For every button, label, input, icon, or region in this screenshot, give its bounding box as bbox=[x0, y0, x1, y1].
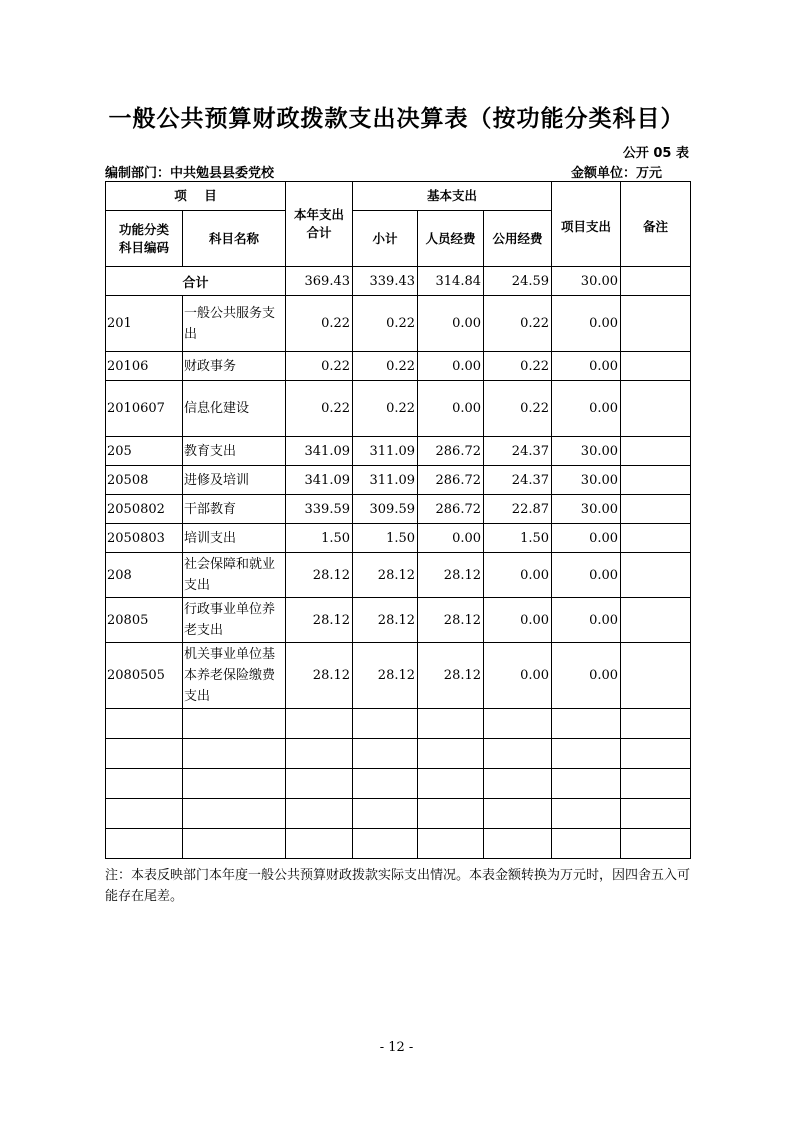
subtotal-cell: 0.22 bbox=[353, 352, 418, 381]
table-row bbox=[106, 598, 691, 643]
remarks-cell bbox=[621, 709, 691, 739]
func-code-cell: 2050802 bbox=[106, 495, 183, 524]
project-cell: 0.00 bbox=[552, 553, 621, 598]
remarks-cell bbox=[621, 829, 691, 859]
table-row bbox=[106, 466, 691, 495]
total-personnel: 314.84 bbox=[418, 267, 484, 296]
public-cell: 0.22 bbox=[484, 352, 552, 381]
public-cell bbox=[484, 709, 552, 739]
subject-name-cell: 行政事业单位养老支出 bbox=[183, 598, 286, 643]
func-code-cell bbox=[106, 739, 183, 769]
table-row bbox=[106, 352, 691, 381]
current-year-cell bbox=[286, 769, 353, 799]
personnel-cell bbox=[418, 829, 484, 859]
subtotal-cell bbox=[353, 769, 418, 799]
personnel-cell bbox=[418, 709, 484, 739]
remarks-cell bbox=[621, 739, 691, 769]
empty-row bbox=[106, 739, 691, 769]
header-row-1 bbox=[106, 182, 691, 211]
current-year-cell: 28.12 bbox=[286, 643, 353, 709]
current-year-cell bbox=[286, 709, 353, 739]
subject-name-cell: 社会保障和就业支出 bbox=[183, 553, 286, 598]
remarks-cell bbox=[621, 296, 691, 352]
public-cell bbox=[484, 829, 552, 859]
current-year-cell: 339.59 bbox=[286, 495, 353, 524]
header-remarks: 备注 bbox=[621, 182, 691, 267]
func-code-cell: 2010607 bbox=[106, 381, 183, 437]
current-year-cell: 28.12 bbox=[286, 598, 353, 643]
header-subtotal: 小计 bbox=[353, 211, 418, 267]
func-code-cell: 208 bbox=[106, 553, 183, 598]
table-row bbox=[106, 381, 691, 437]
public-cell bbox=[484, 739, 552, 769]
project-cell: 0.00 bbox=[552, 598, 621, 643]
project-cell: 0.00 bbox=[552, 352, 621, 381]
public-cell: 22.87 bbox=[484, 495, 552, 524]
remarks-cell bbox=[621, 437, 691, 466]
total-row bbox=[106, 267, 691, 296]
header-func-code: 功能分类科目编码 bbox=[106, 211, 183, 267]
empty-row bbox=[106, 799, 691, 829]
current-year-cell: 341.09 bbox=[286, 437, 353, 466]
table-row bbox=[106, 553, 691, 598]
public-cell: 0.22 bbox=[484, 296, 552, 352]
subtotal-cell bbox=[353, 799, 418, 829]
func-code-cell bbox=[106, 709, 183, 739]
func-code-cell: 20805 bbox=[106, 598, 183, 643]
subject-name-cell: 一般公共服务支出 bbox=[183, 296, 286, 352]
expenditure-table bbox=[105, 181, 691, 859]
public-cell: 0.22 bbox=[484, 381, 552, 437]
current-year-cell: 1.50 bbox=[286, 524, 353, 553]
subject-name-cell: 进修及培训 bbox=[183, 466, 286, 495]
public-cell: 0.00 bbox=[484, 643, 552, 709]
public-cell bbox=[484, 769, 552, 799]
personnel-cell bbox=[418, 769, 484, 799]
project-cell bbox=[552, 769, 621, 799]
table-row bbox=[106, 495, 691, 524]
func-code-cell bbox=[106, 829, 183, 859]
func-code-cell: 201 bbox=[106, 296, 183, 352]
current-year-cell: 0.22 bbox=[286, 352, 353, 381]
current-year-cell: 0.22 bbox=[286, 296, 353, 352]
form-number: 公开 05 表 bbox=[622, 146, 689, 161]
personnel-cell: 286.72 bbox=[418, 437, 484, 466]
header-subject-name: 科目名称 bbox=[183, 211, 286, 267]
remarks-cell bbox=[621, 381, 691, 437]
header-item: 项 目 bbox=[106, 182, 286, 211]
subject-name-cell bbox=[183, 739, 286, 769]
public-cell: 24.37 bbox=[484, 466, 552, 495]
public-cell: 0.00 bbox=[484, 553, 552, 598]
personnel-cell: 28.12 bbox=[418, 553, 484, 598]
total-public: 24.59 bbox=[484, 267, 552, 296]
subtotal-cell bbox=[353, 739, 418, 769]
personnel-cell bbox=[418, 739, 484, 769]
page-number: - 12 - bbox=[379, 1040, 414, 1055]
func-code-cell bbox=[106, 799, 183, 829]
current-year-cell bbox=[286, 829, 353, 859]
project-cell: 0.00 bbox=[552, 524, 621, 553]
subject-name-cell bbox=[183, 799, 286, 829]
func-code-cell: 20508 bbox=[106, 466, 183, 495]
remarks-cell bbox=[621, 799, 691, 829]
personnel-cell: 28.12 bbox=[418, 598, 484, 643]
project-cell: 30.00 bbox=[552, 495, 621, 524]
subject-name-cell: 教育支出 bbox=[183, 437, 286, 466]
subtotal-cell: 309.59 bbox=[353, 495, 418, 524]
remarks-cell bbox=[621, 352, 691, 381]
personnel-cell: 0.00 bbox=[418, 524, 484, 553]
table-row bbox=[106, 296, 691, 352]
func-code-cell bbox=[106, 769, 183, 799]
project-cell: 30.00 bbox=[552, 466, 621, 495]
subject-name-cell: 机关事业单位基本养老保险缴费支出 bbox=[183, 643, 286, 709]
personnel-cell: 286.72 bbox=[418, 495, 484, 524]
remarks-cell bbox=[621, 495, 691, 524]
amount-unit-label: 金额单位：万元 bbox=[570, 166, 662, 181]
public-cell bbox=[484, 799, 552, 829]
subtotal-cell: 311.09 bbox=[353, 437, 418, 466]
header-public: 公用经费 bbox=[484, 211, 552, 267]
subject-name-cell: 干部教育 bbox=[183, 495, 286, 524]
subject-name-cell: 培训支出 bbox=[183, 524, 286, 553]
func-code-cell: 20106 bbox=[106, 352, 183, 381]
subject-name-cell bbox=[183, 709, 286, 739]
subtotal-cell: 1.50 bbox=[353, 524, 418, 553]
table-row bbox=[106, 643, 691, 709]
total-remarks bbox=[621, 267, 691, 296]
personnel-cell: 0.00 bbox=[418, 352, 484, 381]
personnel-cell: 0.00 bbox=[418, 381, 484, 437]
empty-row bbox=[106, 829, 691, 859]
subject-name-cell: 信息化建设 bbox=[183, 381, 286, 437]
empty-row bbox=[106, 769, 691, 799]
project-cell: 0.00 bbox=[552, 381, 621, 437]
subtotal-cell: 311.09 bbox=[353, 466, 418, 495]
current-year-cell: 341.09 bbox=[286, 466, 353, 495]
subtotal-cell: 0.22 bbox=[353, 381, 418, 437]
header-project: 项目支出 bbox=[552, 182, 621, 267]
table-row bbox=[106, 524, 691, 553]
footnote: 注：本表反映部门本年度一般公共预算财政拨款实际支出情况。本表金额转换为万元时，因四舍五入可能存在尾差。 bbox=[105, 868, 691, 904]
personnel-cell: 0.00 bbox=[418, 296, 484, 352]
header-personnel: 人员经费 bbox=[418, 211, 484, 267]
public-cell: 1.50 bbox=[484, 524, 552, 553]
project-cell: 0.00 bbox=[552, 643, 621, 709]
subtotal-cell: 28.12 bbox=[353, 553, 418, 598]
table-row bbox=[106, 437, 691, 466]
current-year-cell: 28.12 bbox=[286, 553, 353, 598]
func-code-cell: 2080505 bbox=[106, 643, 183, 709]
remarks-cell bbox=[621, 553, 691, 598]
total-subtotal: 339.43 bbox=[353, 267, 418, 296]
current-year-cell bbox=[286, 739, 353, 769]
remarks-cell bbox=[621, 466, 691, 495]
personnel-cell bbox=[418, 799, 484, 829]
empty-row bbox=[106, 709, 691, 739]
subtotal-cell: 28.12 bbox=[353, 643, 418, 709]
project-cell: 0.00 bbox=[552, 296, 621, 352]
page-title: 一般公共预算财政拨款支出决算表（按功能分类科目） bbox=[108, 106, 685, 132]
project-cell bbox=[552, 829, 621, 859]
func-code-cell: 2050803 bbox=[106, 524, 183, 553]
project-cell bbox=[552, 709, 621, 739]
project-cell: 30.00 bbox=[552, 437, 621, 466]
public-cell: 24.37 bbox=[484, 437, 552, 466]
subject-name-cell bbox=[183, 769, 286, 799]
subject-name-cell bbox=[183, 829, 286, 859]
public-cell: 0.00 bbox=[484, 598, 552, 643]
project-cell bbox=[552, 799, 621, 829]
department-label: 编制部门：中共勉县县委党校 bbox=[105, 166, 275, 181]
subtotal-cell: 28.12 bbox=[353, 598, 418, 643]
remarks-cell bbox=[621, 643, 691, 709]
subject-name-cell: 财政事务 bbox=[183, 352, 286, 381]
remarks-cell bbox=[621, 524, 691, 553]
remarks-cell bbox=[621, 769, 691, 799]
total-current-year: 369.43 bbox=[286, 267, 353, 296]
total-label: 合计 bbox=[106, 267, 286, 296]
current-year-cell: 0.22 bbox=[286, 381, 353, 437]
personnel-cell: 28.12 bbox=[418, 643, 484, 709]
subtotal-cell bbox=[353, 709, 418, 739]
current-year-cell bbox=[286, 799, 353, 829]
func-code-cell: 205 bbox=[106, 437, 183, 466]
subtotal-cell bbox=[353, 829, 418, 859]
personnel-cell: 286.72 bbox=[418, 466, 484, 495]
total-project: 30.00 bbox=[552, 267, 621, 296]
remarks-cell bbox=[621, 598, 691, 643]
subtotal-cell: 0.22 bbox=[353, 296, 418, 352]
header-basic: 基本支出 bbox=[353, 182, 552, 211]
project-cell bbox=[552, 739, 621, 769]
header-current-year: 本年支出合计 bbox=[286, 182, 353, 267]
